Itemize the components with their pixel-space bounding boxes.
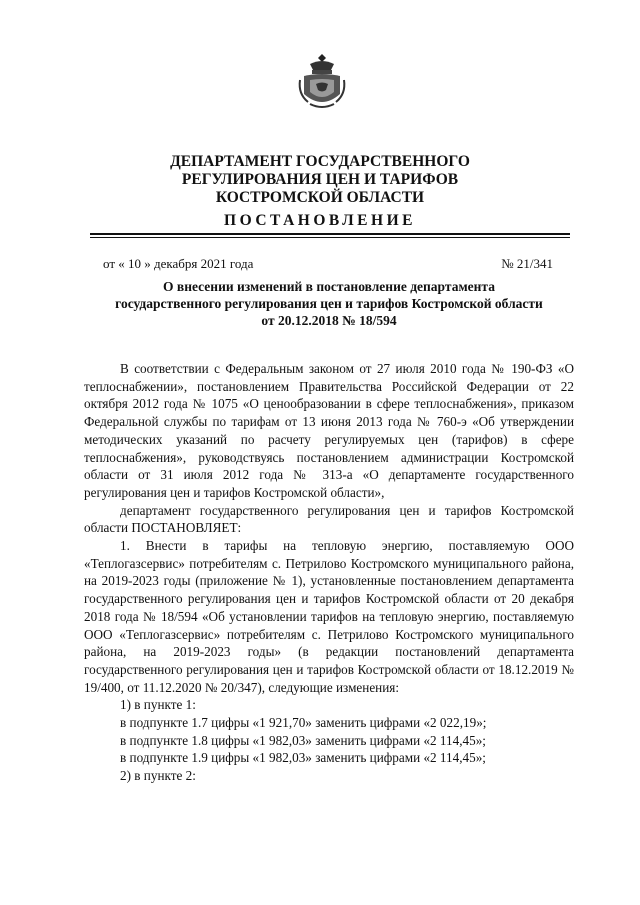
subject-line-1: О внесении изменений в постановление департамента: [163, 279, 495, 294]
decree-title: ПОСТАНОВЛЕНИЕ: [224, 212, 416, 229]
subitem-1: 1) в пункте 1:: [120, 697, 196, 713]
preamble-paragraph: В соответствии с Федеральным законом от 27 июля 2010 года № 190-ФЗ «О теплоснабжении», постановлением Правительства Российской Федерации от 22 октября 2012 года № 1075 «О ценообразовании в сфере теплоснабжения», приказом Федеральной службы по тарифам от 13 июня 2013 года № 760-э «Об утверждении методических указаний по расчету регулируемых цен (тарифов) в сфере теплоснабжения», руководствуясь постановлением администрации Костромской области от 31 июля 2012 года № 313-а «О департаменте государственного регулирования цен и тарифов Костромской области»,: [84, 361, 574, 500]
department-name-line-3: КОСТРОМСКОЙ ОБЛАСТИ: [215, 189, 425, 206]
department-name-line-1: ДЕПАРТАМЕНТ ГОСУДАРСТВЕННОГО: [170, 153, 470, 170]
subject-line-3: от 20.12.2018 № 18/594: [261, 313, 397, 328]
department-name-line-2: РЕГУЛИРОВАНИЯ ЦЕН И ТАРИФОВ: [181, 171, 459, 188]
subitem-1-8: в подпункте 1.8 цифры «1 982,03» заменить цифрами «2 114,45»;: [120, 732, 486, 748]
subject-line-2: государственного регулирования цен и тарифов Костромской области: [115, 296, 543, 311]
subitem-1-9: в подпункте 1.9 цифры «1 982,03» заменить цифрами «2 114,45»;: [120, 750, 486, 766]
coat-of-arms-emblem: [296, 50, 348, 112]
item-1-paragraph: 1. Внести в тарифы на тепловую энергию, поставляемую ООО «Теплогазсервис» потребителям с. Петрилово Костромского муниципального района, на 2019-2023 годы (приложение № 1), установленные постановлением департамента государственного регулирования цен и тарифов Костромской области от 20 декабря 2018 года № 18/594 «Об установлении тарифов на тепловую энергию, поставляемую ООО «Теплогазсервис» потребителям с. Петрилово Костромского муниципального района, на 2019-2023 годы» (в редакции постановлений департамента государственного регулирования цен и тарифов Костромской области от 18.12.2019 № 19/400, от 11.12.2020 № 20/347), следующие изменения:: [84, 538, 574, 695]
subitem-1-7: в подпункте 1.7 цифры «1 921,70» заменить цифрами «2 022,19»;: [120, 715, 487, 731]
decree-body: [84, 360, 574, 785]
resolves-paragraph: департамент государственного регулирования цен и тарифов Костромской области ПОСТАНОВЛЯЕТ:: [84, 502, 574, 536]
decree-date: от « 10 » декабря 2021 года: [103, 256, 254, 271]
decree-subject: [84, 278, 574, 329]
subitem-2: 2) в пункте 2:: [120, 768, 196, 784]
decree-number: № 21/341: [501, 256, 553, 271]
header-divider: [90, 233, 570, 238]
